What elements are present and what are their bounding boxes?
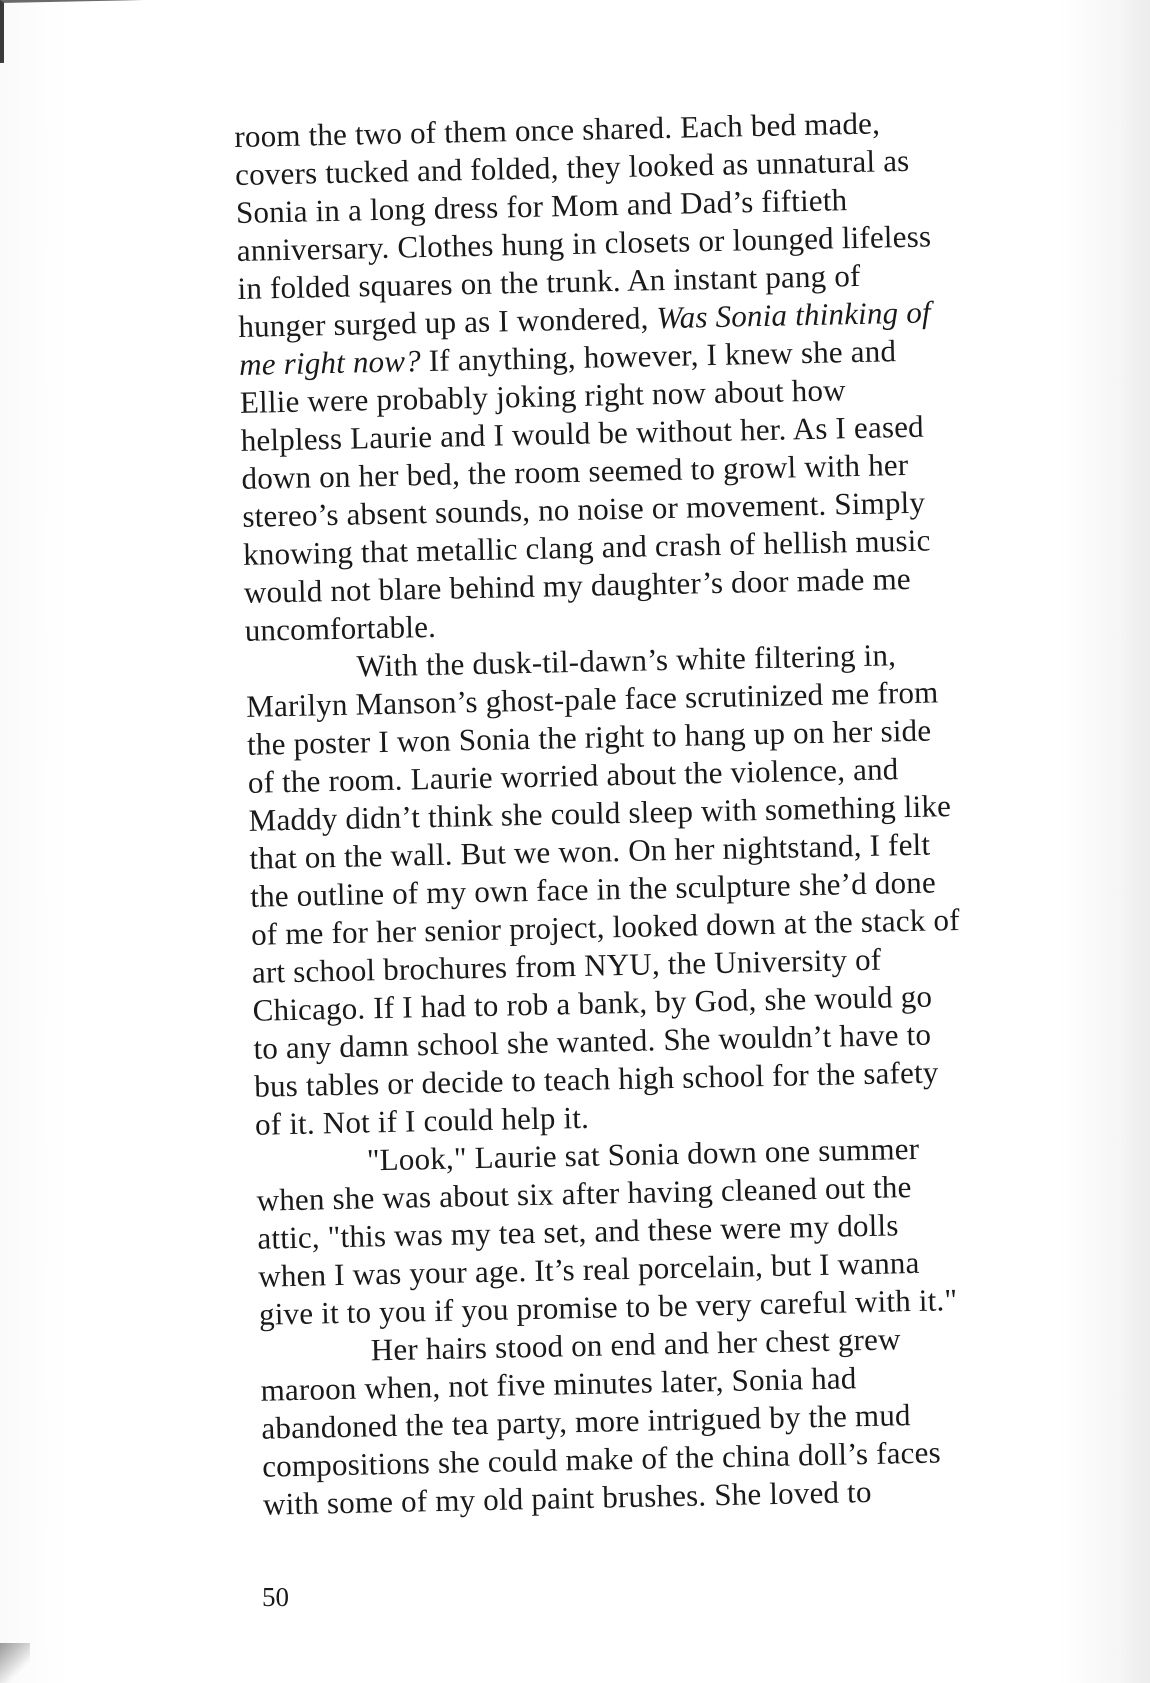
text-segment: "Look," Laurie sat Sonia down one summer xyxy=(366,1130,920,1178)
italic-text-segment: me right now? xyxy=(238,343,422,382)
text-segment: of the room. Laurie worried about the violence, and xyxy=(247,751,899,800)
page-bottom-shadow xyxy=(0,1643,30,1683)
text-segment: with some of my old paint brushes. She loved to xyxy=(262,1473,872,1522)
text-segment: room the two of them once shared. Each bed made, xyxy=(234,105,881,154)
text-segment: down on her bed, the room seemed to growl with her xyxy=(241,446,909,496)
text-segment: of me for her senior project, looked down at the stack of xyxy=(250,901,960,952)
text-segment: to any damn school she wanted. She wouldn’t have to xyxy=(253,1016,932,1066)
text-segment: covers tucked and folded, they looked as unnatural as xyxy=(234,142,910,192)
text-segment: stereo’s absent sounds, no noise or movement. Simply xyxy=(241,484,926,534)
text-segment: hunger surged up as I wondered, xyxy=(238,300,657,344)
page-corner-edge xyxy=(0,0,304,63)
text-segment: when she was about six after having cleaned out the xyxy=(256,1169,912,1218)
text-segment: in folded squares on the trunk. An instant pang of xyxy=(237,257,861,306)
text-segment: the outline of my own face in the sculpture she’d done xyxy=(249,864,937,914)
text-segment: If anything, however, I knew she and xyxy=(420,333,897,379)
text-segment: Ellie were probably joking right now about how xyxy=(239,372,847,420)
text-segment: Maddy didn’t think she could sleep with something like xyxy=(248,788,952,838)
text-segment: would not blare behind my daughter’s door made me xyxy=(243,560,912,610)
text-segment: anniversary. Clothes hung in closets or lounged lifeless xyxy=(236,218,932,268)
italic-text-segment: Was Sonia thinking of xyxy=(656,294,932,336)
text-segment: helpless Laurie and I would be without her. As I eased xyxy=(240,408,925,458)
text-segment: when I was your age. It’s real porcelain, but I wanna xyxy=(257,1244,920,1294)
text-segment: Her hairs stood on end and her chest grew xyxy=(370,1321,901,1368)
text-segment: Marilyn Manson’s ghost-pale face scrutinized me from xyxy=(245,674,939,724)
text-segment: that on the wall. But we won. On her nightstand, I felt xyxy=(249,826,931,876)
text-segment: Chicago. If I had to rob a bank, by God, she would go xyxy=(252,978,933,1028)
text-segment: the poster I won Sonia the right to hang up on her side xyxy=(246,712,932,762)
body-text xyxy=(234,100,1123,1524)
text-segment: give it to you if you promise to be very careful with it." xyxy=(258,1282,958,1332)
text-segment: attic, "this was my tea set, and these were my dolls xyxy=(257,1207,899,1256)
text-segment: With the dusk-til-dawn’s white filtering in, xyxy=(356,637,897,684)
text-segment: Sonia in a long dress for Mom and Dad’s fiftieth xyxy=(235,182,848,230)
text-segment: of it. Not if I could help it. xyxy=(254,1099,590,1142)
text-segment: knowing that metallic clang and crash of hellish music xyxy=(242,522,931,572)
text-segment: abandoned the tea party, more intrigued by the mud xyxy=(261,1397,911,1446)
text-segment: compositions she could make of the china doll’s faces xyxy=(261,1434,942,1484)
page-number: 50 xyxy=(262,1582,289,1612)
text-segment: uncomfortable. xyxy=(244,608,437,648)
text-segment: bus tables or decide to teach high school for the safety xyxy=(253,1054,939,1104)
text-segment: art school brochures from NYU, the University of xyxy=(251,941,882,990)
text-segment: maroon when, not five minutes later, Sonia had xyxy=(260,1360,857,1408)
page-right-shadow xyxy=(1120,0,1150,1683)
